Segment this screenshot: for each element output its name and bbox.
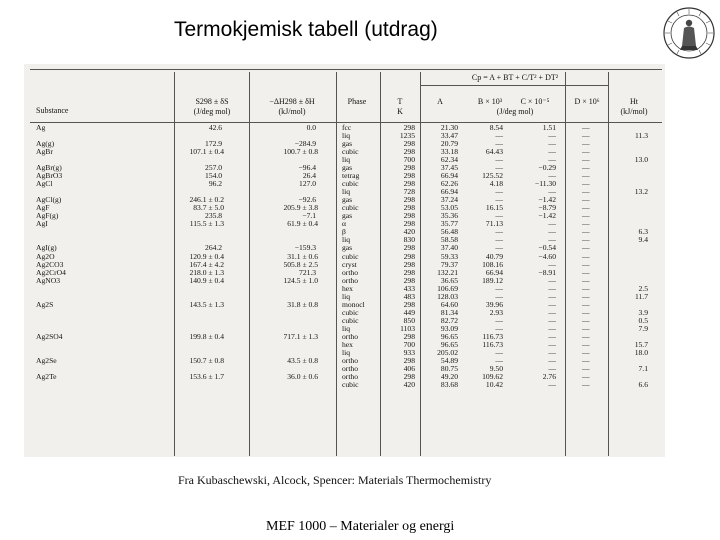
slide-footer: MEF 1000 – Materialer og energi xyxy=(266,519,455,534)
header-c: C × 10⁻⁵ xyxy=(520,97,550,106)
slide-title: Termokjemisk tabell (utdrag) xyxy=(174,18,438,41)
header-substance: Substance xyxy=(36,106,69,115)
column-s298: 42.6 172.9 107.1 ± 0.4 257.0 154.0 96.2 246.1 ± 0.2 83.7 ± 5.0 235.8 115.5 ± 1.3 264.2 120.9 ± 0.4 167.4 ± 4.2 218.0 ± 1.3 140.9 ± 0.4 143.5 ± 1.3 199.8 ± 0.4 150.7 ± 0.8 153.6 ± 1.7 xyxy=(189,123,224,381)
header-t-unit: K xyxy=(397,107,403,116)
header-phase: Phase xyxy=(347,97,367,106)
header-ht-units: (kJ/mol) xyxy=(620,107,648,116)
header-d: D × 10⁶ xyxy=(574,97,600,106)
header-cp-formula: Cp = A + BT + C/T² + DT² xyxy=(471,73,559,82)
university-seal-icon xyxy=(662,6,716,60)
header-dh298: −ΔH298 ± δH xyxy=(269,97,315,106)
header-b: B × 10³ xyxy=(477,97,503,106)
column-a: 21.30 33.47 20.79 33.18 62.34 37.45 66.94 62.26 66.94 37.24 53.05 35.36 35.77 56.48 58.58 37.40 59.33 79.37 132.21 36.65 106.69 128.03 64.60 81.34 82.72 93.09 96.65 96.65 205.02 54.89 80.75 49.20 83.68 xyxy=(437,123,458,389)
column-substance: Ag Ag(g) AgBr AgBr(g) AgBrO3 AgCl AgCl(g) AgF AgF(g) AgI AgI(g) Ag2O Ag2CO3 Ag2CrO4 AgNO3 Ag2S Ag2SO4 Ag2Se Ag2Te xyxy=(36,123,66,381)
header-a: A xyxy=(437,97,443,106)
header-cp-units: (J/deg mol) xyxy=(496,107,534,116)
header-t: T xyxy=(397,97,403,106)
header-ht: Ht xyxy=(630,97,638,106)
source-caption: Fra Kubaschewski, Alcock, Spencer: Materials Thermochemistry xyxy=(178,473,492,487)
column-dh298: 0.0 −284.9 100.7 ± 0.8 −96.4 26.4 127.0 −92.6 205.9 ± 3.8 −7.1 61.9 ± 0.4 −159.3 31.1 ± 0.6 505.8 ± 2.5 721.3 124.5 ± 1.0 31.8 ± 0.8 717.1 ± 1.3 43.5 ± 0.8 36.0 ± 0.6 xyxy=(283,123,318,381)
header-dh298-units: (kJ/mol) xyxy=(278,107,306,116)
column-t: 298 1235 298 298 700 298 298 298 728 298 298 298 298 420 830 298 298 298 298 298 433 483 298 449 850 1103 298 700 933 298 406 298 420 xyxy=(399,123,415,389)
column-d: — — — — — — — — — — — — — — — — — — — — — — — — — — — — — — — — — xyxy=(582,123,590,389)
column-b: 8.54 — — 64.43 — — 125.52 4.18 — — 16.15 — 71.13 — — — 40.79 108.16 66.94 189.12 — — 39.96 2.93 — — 116.73 116.73 — — 9.50 109.62 10.42 xyxy=(482,123,503,389)
header-s298: S298 ± δS xyxy=(195,97,229,106)
column-c: 1.51 — — — — −0.29 — −11.30 — −1.42 −8.79 −1.42 — — — −0.54 −4.60 — −8.91 — — — — — — — — — — — — 2.76 — xyxy=(534,123,556,389)
column-phase: fcc liq gas cubic liq gas tetrag cubic liq gas cubic gas α β liq gas cubic cryst ortho ortho hex liq monocl cubic cubic liq ortho hex liq ortho ortho ortho cubic xyxy=(342,123,365,389)
column-ht: 11.3 13.0 13.2 6.3 9.4 2.5 11.7 3.9 0.5 7.9 15.7 18.0 7.1 6.6 xyxy=(634,131,648,389)
header-s298-units: (J/deg mol) xyxy=(193,107,231,116)
